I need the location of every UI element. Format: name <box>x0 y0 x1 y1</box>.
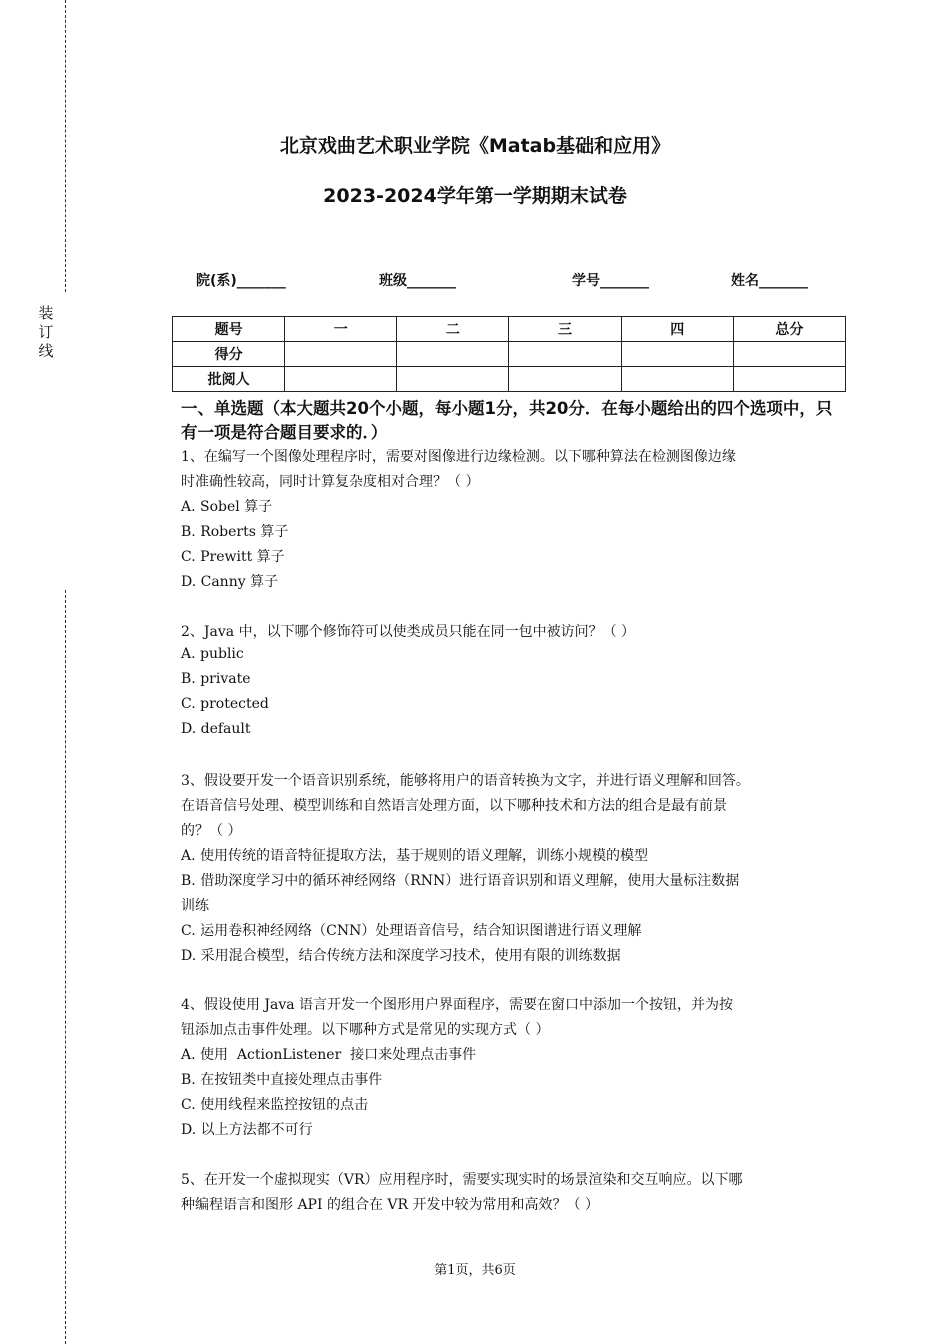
student-id-field: 学号_______ <box>572 273 649 289</box>
score-cell <box>285 342 397 367</box>
name-field: 姓名_______ <box>731 273 808 289</box>
question-2-option-c: C. protected <box>181 696 269 712</box>
question-1-option-c: C. Prewitt 算子 <box>181 549 285 565</box>
question-1-option-a: A. Sobel 算子 <box>181 499 273 515</box>
question-4-option-b: B. 在按钮类中直接处理点击事件 <box>181 1072 383 1088</box>
binding-line-bottom <box>65 590 66 1344</box>
question-2-option-b: B. private <box>181 671 251 687</box>
binding-label: 装订线 <box>38 304 54 360</box>
section-title: 一、单选题（本大题共20个小题，每小题1分，共20分．在每小题给出的四个选项中，只有一项是符合题目要求的．） <box>181 399 833 442</box>
question-1-option-d: D. Canny 算子 <box>181 574 279 590</box>
question-2-option-d: D. default <box>181 721 251 737</box>
question-3-option-b: B. 借助深度学习中的循环神经网络（RNN）进行语音识别和语义理解，使用大量标注数据 <box>181 873 740 889</box>
score-table-header-cell: 题号 <box>173 317 285 342</box>
question-3-option-c: C. 运用卷积神经网络（CNN）处理语音信号，结合知识图谱进行语义理解 <box>181 923 642 939</box>
question-1-stem-line: 时准确性较高，同时计算复杂度相对合理？（ ） <box>181 474 480 490</box>
grader-cell <box>397 367 509 392</box>
grader-cell <box>509 367 621 392</box>
question-3-option-a: A. 使用传统的语音特征提取方法，基于规则的语义理解，训练小规模的模型 <box>181 848 649 864</box>
grader-cell <box>733 367 845 392</box>
question-4-option-a: A. 使用 ActionListener 接口来处理点击事件 <box>181 1047 477 1063</box>
question-3-option-b-cont: 训练 <box>181 898 209 914</box>
question-1-option-b: B. Roberts 算子 <box>181 524 289 540</box>
page-number: 第1页，共6页 <box>434 1263 516 1278</box>
question-3-stem-line: 在语音信号处理、模型训练和自然语言处理方面，以下哪种技术和方法的组合是最有前景 <box>181 798 727 814</box>
score-row-label: 得分 <box>173 342 285 367</box>
department-field: 院(系)_______ <box>196 273 286 289</box>
score-table-row-grader <box>173 367 846 392</box>
question-4-stem-line: 钮添加点击事件处理。以下哪种方式是常见的实现方式（ ） <box>181 1022 550 1038</box>
score-table-row-score <box>173 342 846 367</box>
exam-title-line2: 2023-2024学年第一学期期末试卷 <box>323 185 627 207</box>
question-5-stem-line: 种编程语言和图形 API 的组合在 VR 开发中较为常用和高效？（ ） <box>181 1197 599 1213</box>
question-3-stem-line: 的？（ ） <box>181 823 242 839</box>
score-table <box>172 316 846 392</box>
grader-cell <box>621 367 733 392</box>
score-table-header-cell: 四 <box>621 317 733 342</box>
question-3-stem-line: 3、假设要开发一个语音识别系统，能够将用户的语音转换为文字，并进行语义理解和回答。 <box>181 773 750 789</box>
score-table-header-row <box>173 317 846 342</box>
score-cell <box>397 342 509 367</box>
exam-title-line1: 北京戏曲艺术职业学院《Matab基础和应用》 <box>279 135 671 157</box>
score-table-header-cell: 一 <box>285 317 397 342</box>
question-5-stem-line: 5、在开发一个虚拟现实（VR）应用程序时，需要实现实时的场景渲染和交互响应。以下哪 <box>181 1172 743 1188</box>
score-table-header-cell: 三 <box>509 317 621 342</box>
question-1-stem-line: 1、在编写一个图像处理程序时，需要对图像进行边缘检测。以下哪种算法在检测图像边缘 <box>181 449 736 465</box>
question-2-option-a: A. public <box>181 646 244 662</box>
class-field: 班级_______ <box>379 273 456 289</box>
question-2-stem-line: 2、Java 中，以下哪个修饰符可以使类成员只能在同一包中被访问？（ ） <box>181 624 636 640</box>
grader-cell <box>285 367 397 392</box>
grader-row-label: 批阅人 <box>173 367 285 392</box>
score-cell <box>621 342 733 367</box>
score-cell <box>733 342 845 367</box>
question-4-stem-line: 4、假设使用 Java 语言开发一个图形用户界面程序，需要在窗口中添加一个按钮，并为按 <box>181 997 734 1013</box>
question-3-option-d: D. 采用混合模型，结合传统方法和深度学习技术，使用有限的训练数据 <box>181 948 621 964</box>
question-4-option-d: D. 以上方法都不可行 <box>181 1122 313 1138</box>
question-4-option-c: C. 使用线程来监控按钮的点击 <box>181 1097 369 1113</box>
score-table-header-cell: 总分 <box>733 317 845 342</box>
score-table-header-cell: 二 <box>397 317 509 342</box>
score-cell <box>509 342 621 367</box>
